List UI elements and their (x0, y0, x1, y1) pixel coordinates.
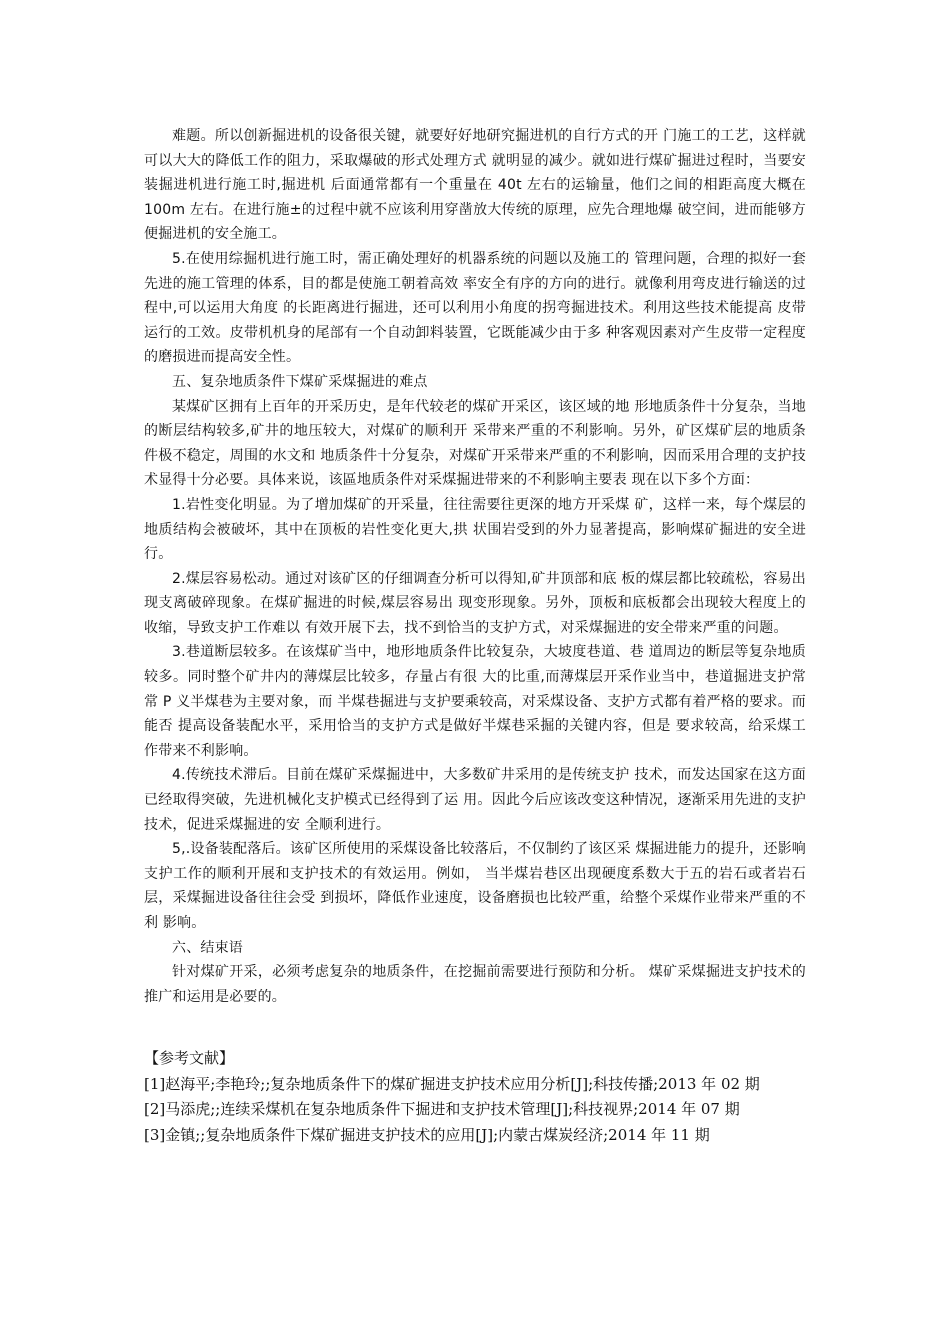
paragraph-item-5-roadheader: 5.在使用综掘机进行施工时，需正确处理好的机器系统的问题以及施工的 管理问题，合理的拟好一套先进的施工管理的体系，目的都是使施工朝着高效 率安全有序的方向的进行。就像利用弯皮进行输送的过程中,可以运用大角度 的长距离进行掘进，还可以利用小角度的拐弯掘进技术。利用这些技术能提高 皮带运行的工效。皮带机机身的尾部有一个自动卸料装置，它既能减少由于多 种客观因素对产生皮带一定程度的磨损进而提高安全性。 (144, 250, 806, 366)
article-body (144, 124, 806, 1009)
reference-item: [3]金镇;;复杂地质条件下煤矿掘进支护技术的应用[J];内蒙古煤炭经济;2014 年 11 期 (144, 1125, 710, 1144)
references-heading: 【参考文献】 (144, 1049, 235, 1067)
reference-item: [2]马添虎;;连续采煤机在复杂地质条件下掘进和支护技术管理[J];科技视界;2014 年 07 期 (144, 1100, 740, 1118)
paragraph-item-4: 4.传统技术滞后。目前在煤矿采煤掘进中，大多数矿井采用的是传统支护 技术，而发达国家在这方面已经取得突破，先进机械化支护模式已经得到了运 用。因此今后应该改变这种情况，逐渐采用先进的支护技术，促进采煤掘进的安 全顺利进行。 (144, 767, 806, 833)
references-section (144, 1046, 806, 1148)
paragraph-conclusion: 针对煤矿开采，必须考虑复杂的地质条件，在挖掘前需要进行预防和分析。 煤矿采煤掘进支护技术的推广和运用是必要的。 (144, 964, 806, 1005)
paragraph-item-5-equipment: 5,.设备装配落后。该矿区所使用的采煤设备比较落后，不仅制约了该区采 煤掘进能力的提升，还影响支护工作的顺利开展和支护技术的有效运用。例如， 当半煤岩巷区出现硬度系数大于五的岩石或者岩石层，采煤掘进设备往往会受 到损坏，降低作业速度，设备磨损也比较严重，给整个采煤作业带来严重的不利 影响。 (144, 841, 806, 931)
paragraph-item-2: 2.煤层容易松动。通过对该矿区的仔细调查分析可以得知,矿井顶部和底 板的煤层都比较疏松，容易出现支离破碎现象。在煤矿掘进的时候,煤层容易出 现变形现象。另外，顶板和底板都会出现较大程度上的收缩，导致支护工作难以 有效开展下去，找不到恰当的支护方式，对采煤掘进的安全带来严重的问题。 (144, 570, 806, 636)
paragraph-item-1: 1.岩性变化明显。为了增加煤矿的开采量，往往需要往更深的地方开采煤 矿，这样一来，每个煤层的地质结构会被破坏，其中在顶板的岩性变化更大,拱 状围岩受到的外力显著提高，影响煤矿掘进的安全进行。 (144, 496, 806, 563)
section-heading-6: 六、结束语 (172, 939, 243, 956)
paragraph-intro: 某煤矿区拥有上百年的开采历史，是年代较老的煤矿开采区，该区域的地 形地质条件十分复杂，当地的断层结构较多,矿井的地压较大，对煤矿的顺利开 采带来严重的不利影响。另外，矿区煤矿层的地质条件极不稳定，周围的水文和 地质条件十分复杂，对煤矿开采带来严重的不利影响，因而采用合理的支护技 术显得十分必要。具体来说，该區地质条件对采煤掘进带来的不利影响主要表 现在以下多个方面： (144, 398, 806, 489)
paragraph-continuation: 难题。所以创新掘进机的设备很关键，就要好好地研究掘进机的自行方式的开 门施工的工艺，这样就可以大大的降低工作的阻力，采取爆破的形式处理方式 就明显的减少。就如进行煤矿掘进过程时，当要安装掘进机进行施工时,掘进机 后面通常都有一个重量在 40t 左右的运输量，他们之间的相距高度大概在 100m 左右。在进行施±的过程中就不应该利用穿凿放大传统的原理，应先合理地爆 破空间，进而能够方便掘进机的安全施工。 (144, 128, 806, 243)
section-heading-5: 五、复杂地质条件下煤矿采煤掘进的难点 (172, 373, 428, 390)
paragraph-item-3: 3.巷道断层较多。在该煤矿当中，地形地质条件比较复杂，大坡度巷道、巷 道周边的断层等复杂地质较多。同时整个矿井内的薄煤层比较多，存量占有很 大的比重,而薄煤层开采作业当中，巷道掘进支护常常 P 义半煤巷为主要对象，而 半煤巷掘进与支护要乘较高，对采煤设备、支护方式都有着严格的要求。而能否 提高设备装配水平，采用恰当的支护方式是做好半煤巷采掘的关键内容，但是 要求较高，给采煤工作带来不利影响。 (144, 644, 806, 759)
reference-item: [1]赵海平;李艳玲;;复杂地质条件下的煤矿掘进支护技术应用分析[J];科技传播;2013 年 02 期 (144, 1074, 760, 1093)
